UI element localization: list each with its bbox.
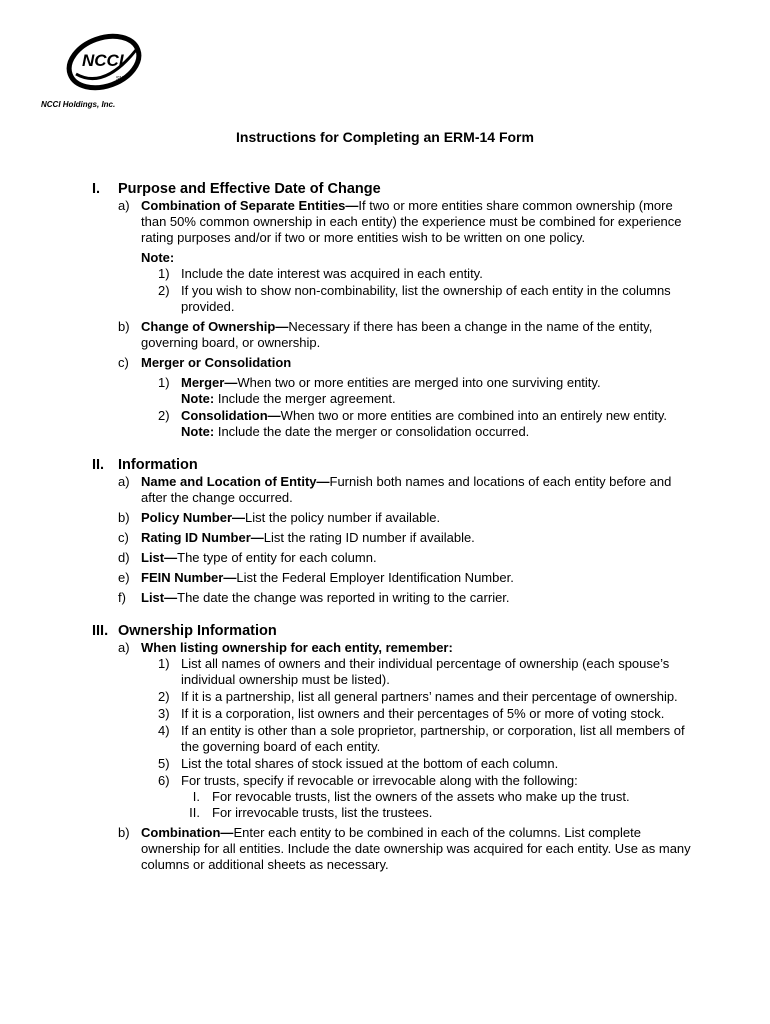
item-marker: 4) <box>158 723 170 738</box>
page-title: Instructions for Completing an ERM-14 Form <box>236 129 534 145</box>
note-text: Include the merger agreement. <box>214 391 396 406</box>
item-marker: 1) <box>158 266 170 281</box>
list-item <box>92 570 692 586</box>
list-item <box>92 474 692 506</box>
item-text: If an entity is other than a sole proprietor, partnership, or corporation, list all members of the governing board of each entity. <box>181 723 685 754</box>
item-term: Change of Ownership— <box>141 319 289 334</box>
list-item <box>92 550 692 566</box>
item-marker: d) <box>118 550 130 565</box>
item-marker: 6) <box>158 773 170 788</box>
logo-mark-text: NCCI <box>82 51 124 70</box>
item-marker: a) <box>118 198 130 213</box>
list-item <box>92 590 692 606</box>
list-item <box>92 805 692 821</box>
item-marker: e) <box>118 570 130 585</box>
item-text: The type of entity for each column. <box>177 550 377 565</box>
list-item <box>92 198 692 246</box>
list-item <box>92 689 692 705</box>
item-term: When listing ownership for each entity, remember: <box>141 640 453 655</box>
item-text: List the policy number if available. <box>245 510 441 525</box>
section-heading <box>92 180 692 198</box>
list-item <box>92 706 692 722</box>
item-term: List— <box>141 590 178 605</box>
list-item <box>92 510 692 526</box>
note-text: Include the date the merger or consolidation occurred. <box>214 424 530 439</box>
list-item <box>92 375 692 407</box>
item-term: Rating ID Number— <box>141 530 264 545</box>
item-marker: c) <box>118 530 129 545</box>
list-item <box>92 773 692 789</box>
item-text: For revocable trusts, list the owners of the assets who make up the trust. <box>212 789 630 804</box>
section-number: II. <box>92 457 105 473</box>
item-marker: 3) <box>158 706 170 721</box>
item-marker: c) <box>118 355 129 370</box>
list-item <box>92 656 692 688</box>
section-information <box>92 456 692 606</box>
note-label: Note: <box>181 424 215 439</box>
list-item <box>92 283 692 315</box>
item-text: Include the date interest was acquired in each entity. <box>181 266 483 281</box>
item-term: Combination— <box>141 825 234 840</box>
item-text: Furnish both names and locations of each entity before and after the change occurred. <box>141 474 672 505</box>
item-marker: 2) <box>158 283 170 298</box>
item-text: If two or more entities share common ownership (more than 50% common ownership in each entity) the experience must be combined for experience rating purposes and/or if two or more entities wish to be written on one policy. <box>141 198 682 245</box>
item-text: For irrevocable trusts, list the trustees. <box>212 805 433 820</box>
item-text: When two or more entities are merged into one surviving entity. <box>237 375 601 390</box>
list-item <box>92 825 692 873</box>
list-item <box>92 266 692 282</box>
section-title: Information <box>118 457 198 473</box>
item-term: Combination of Separate Entities— <box>141 198 359 213</box>
list-item <box>92 530 692 546</box>
list-item <box>92 756 692 772</box>
list-item <box>92 319 692 351</box>
section-title: Purpose and Effective Date of Change <box>118 181 381 197</box>
note-label: Note: <box>181 391 215 406</box>
list-item <box>92 789 692 805</box>
section-heading <box>92 622 692 640</box>
item-text: List the Federal Employer Identification Number. <box>236 570 514 585</box>
item-marker: a) <box>118 474 130 489</box>
item-marker: 1) <box>158 375 170 390</box>
item-term: FEIN Number— <box>141 570 237 585</box>
item-term: Policy Number— <box>141 510 246 525</box>
item-marker: 2) <box>158 408 170 423</box>
item-marker: 5) <box>158 756 170 771</box>
item-term: List— <box>141 550 178 565</box>
item-term: Merger— <box>181 375 238 390</box>
item-text: If it is a partnership, list all general partners’ names and their percentage of ownership. <box>181 689 678 704</box>
item-marker: f) <box>118 590 126 605</box>
item-marker: 2) <box>158 689 170 704</box>
section-title: Ownership Information <box>118 623 277 639</box>
item-marker: b) <box>118 319 130 334</box>
section-ownership <box>92 622 692 873</box>
logo-holdings-text: NCCI Holdings, Inc. <box>41 100 116 109</box>
item-text: If it is a corporation, list owners and their percentages of 5% or more of voting stock. <box>181 706 665 721</box>
item-term: Name and Location of Entity— <box>141 474 330 489</box>
note-label: Note: <box>141 250 175 265</box>
section-purpose <box>92 180 692 440</box>
item-term: Merger or Consolidation <box>141 355 292 370</box>
item-text: The date the change was reported in writing to the carrier. <box>177 590 510 605</box>
item-text: List the rating ID number if available. <box>263 530 475 545</box>
item-text: If you wish to show non-combinability, list the ownership of each entity in the columns provided. <box>181 283 671 314</box>
item-marker: 1) <box>158 656 170 671</box>
section-heading <box>92 456 692 474</box>
item-text: For trusts, specify if revocable or irrevocable along with the following: <box>181 773 578 788</box>
list-item <box>92 723 692 755</box>
item-marker: II. <box>189 805 200 820</box>
item-text: List all names of owners and their individual percentage of ownership (each spouse’s individual ownership must be listed). <box>181 656 670 687</box>
document-body <box>92 180 692 877</box>
ncci-logo <box>36 30 146 112</box>
item-marker: I. <box>192 789 200 804</box>
list-item <box>92 640 692 656</box>
item-text: List the total shares of stock issued at the bottom of each column. <box>181 756 559 771</box>
item-text: When two or more entities are combined into an entirely new entity. <box>280 408 668 423</box>
item-text: Necessary if there has been a change in the name of the entity, governing board, or ownership. <box>141 319 653 350</box>
item-marker: a) <box>118 640 130 655</box>
section-number: I. <box>92 181 101 197</box>
item-term: Consolidation— <box>181 408 281 423</box>
list-item <box>92 355 692 371</box>
logo-sm-text: SM <box>116 76 124 82</box>
ncci-logo-icon <box>66 30 146 96</box>
item-marker: b) <box>118 825 130 840</box>
section-number: III. <box>92 623 109 639</box>
list-item <box>92 408 692 440</box>
item-marker: b) <box>118 510 130 525</box>
item-text: Enter each entity to be combined in each of the columns. List complete ownership for all entities. Include the date ownership was acquired for each entity. Use as many columns or additional sheets as necessary. <box>141 825 691 872</box>
